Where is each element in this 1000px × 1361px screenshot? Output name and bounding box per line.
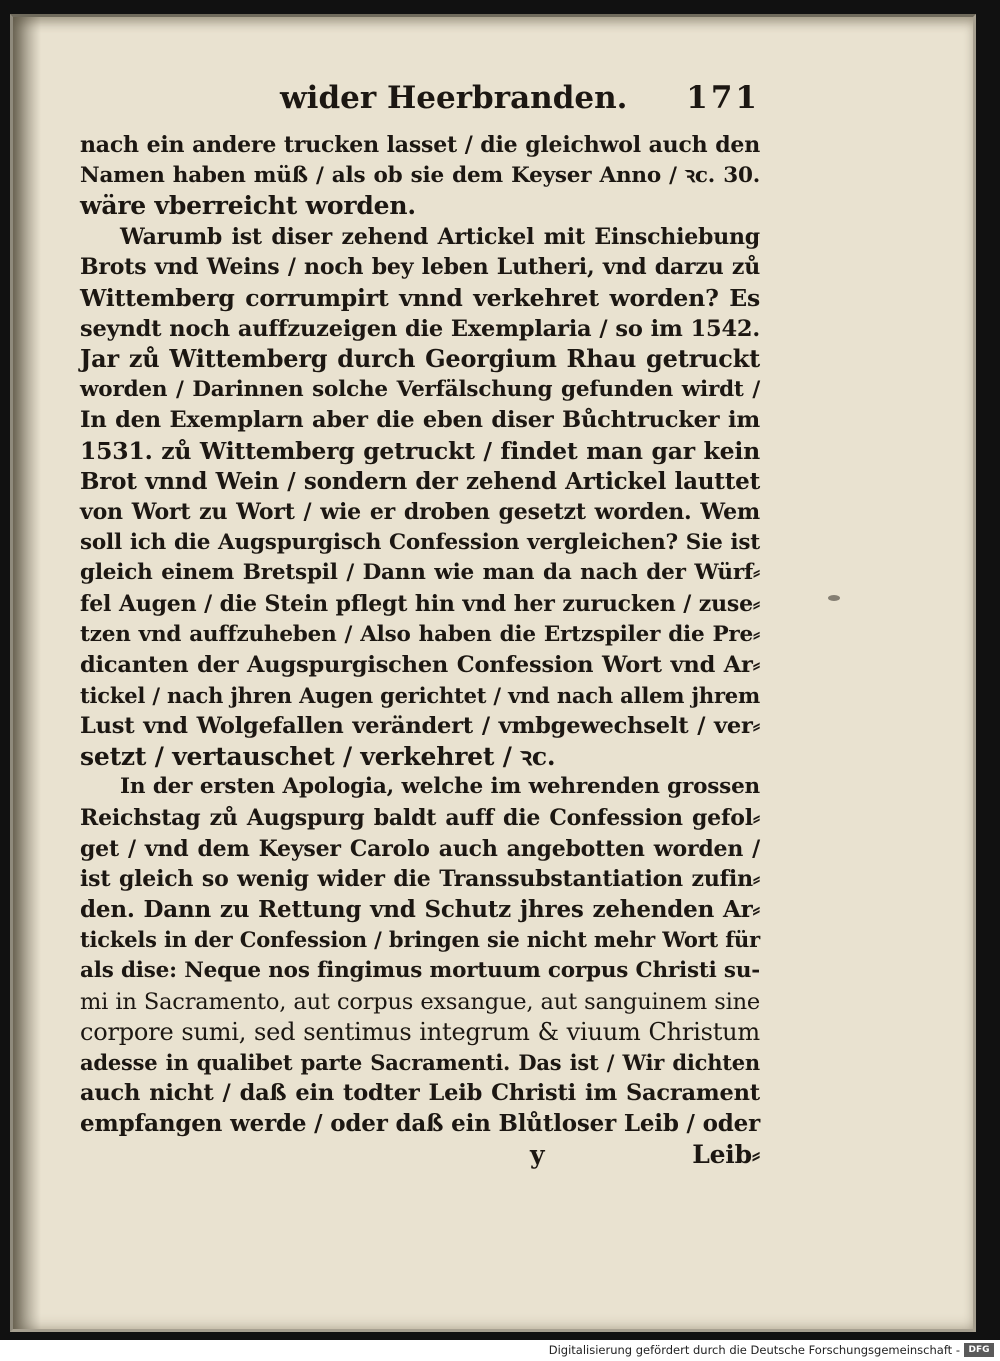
catch-line — [80, 1140, 760, 1171]
text-line: tickel / nach jhren Augen gerichtet / vnd nach allem jhrem — [80, 682, 760, 708]
spine-shadow — [13, 17, 41, 1329]
text-line: Jar zů Wittemberg durch Georgium Rhau getruckt — [80, 344, 760, 374]
text-line: empfangen werde / oder daß ein Blůtloser Leib / oder — [80, 1110, 760, 1137]
text-line: soll ich die Augspurgisch Confession vergleichen? Sie ist — [80, 529, 760, 555]
ink-speck — [828, 595, 840, 601]
catchword: Leib⸗ — [692, 1139, 760, 1169]
text-line: den. Dann zu Rettung vnd Schutz jhres zehenden Ar⸗ — [80, 895, 760, 923]
footer-credit: Digitalisierung gefördert durch die Deutsche Forschungsgemeinschaft - — [548, 1343, 960, 1357]
text-line: In den Exemplarn aber die eben diser Bůchtrucker im — [80, 407, 760, 434]
page-number: 171 — [686, 80, 760, 116]
text-line: worden / Darinnen solche Verfälschung gefunden wirdt / — [80, 376, 760, 402]
text-line: auch nicht / daß ein todter Leib Christi im Sacrament — [80, 1080, 760, 1107]
text-line: setzt / vertauschet / verkehret / ꝛc. — [80, 741, 556, 771]
text-line: tzen vnd auffzuheben / Also haben die Ertzspiler die Pre⸗ — [80, 621, 760, 647]
text-line: seyndt noch auffzuzeigen die Exemplaria / so im 1542. — [80, 315, 760, 342]
text-line: Brots vnd Weins / noch bey leben Lutheri, vnd darzu zů — [80, 254, 760, 281]
text-block — [80, 130, 760, 1170]
text-line: dicanten der Augspurgischen Confession Wort vnd Ar⸗ — [80, 652, 760, 679]
text-line: In der ersten Apologia, welche im wehrenden grossen — [120, 774, 760, 800]
running-head-title: wider Heerbranden. — [280, 80, 628, 116]
text-line: adesse in qualibet parte Sacramenti. Das ist / Wir dichten — [80, 1049, 760, 1075]
text-line: tickels in der Confession / bringen sie nicht mehr Wort für — [80, 927, 760, 953]
text-line: mi in Sacramento, aut corpus exsangue, aut sanguinem sine — [80, 988, 760, 1015]
text-line: ist gleich so wenig wider die Transsubstantiation zufin⸗ — [80, 866, 760, 893]
text-line: Warumb ist diser zehend Artickel mit Einschiebung — [120, 223, 760, 250]
text-line: fel Augen / die Stein pflegt hin vnd her zurucken / zuse⸗ — [80, 590, 760, 617]
text-line: nach ein andere trucken lasset / die gleichwol auch den — [80, 132, 760, 158]
running-head — [280, 80, 760, 120]
text-line: als dise: Neque nos fingimus mortuum corpus Christi su- — [80, 958, 760, 984]
text-line: von Wort zu Wort / wie er droben gesetzt worden. Wem — [80, 499, 760, 526]
text-line: Lust vnd Wolgefallen verändert / vmbgewechselt / ver⸗ — [80, 713, 760, 740]
text-line: Wittemberg corrumpirt vnnd verkehret worden? Es — [80, 283, 760, 312]
dfg-logo: DFG — [964, 1343, 994, 1357]
text-line: 1531. zů Wittemberg getruckt / findet man gar kein — [80, 436, 760, 465]
footer-bar — [0, 1340, 1000, 1361]
text-line: wäre vberreicht worden. — [80, 191, 416, 221]
signature-mark: y — [530, 1139, 545, 1169]
text-line: gleich einem Bretspil / Dann wie man da nach der Würf⸗ — [80, 560, 760, 586]
text-line: get / vnd dem Keyser Carolo auch angebotten worden / — [80, 835, 760, 862]
text-line: Brot vnnd Wein / sondern der zehend Artickel lauttet — [80, 467, 760, 495]
text-line: corpore sumi, sed sentimus integrum & viuum Christum — [80, 1018, 760, 1047]
text-line: Reichstag zů Augspurg baldt auff die Confession gefol⸗ — [80, 805, 760, 832]
text-line: Namen haben müß / als ob sie dem Keyser Anno / ꝛc. 30. — [80, 162, 760, 188]
